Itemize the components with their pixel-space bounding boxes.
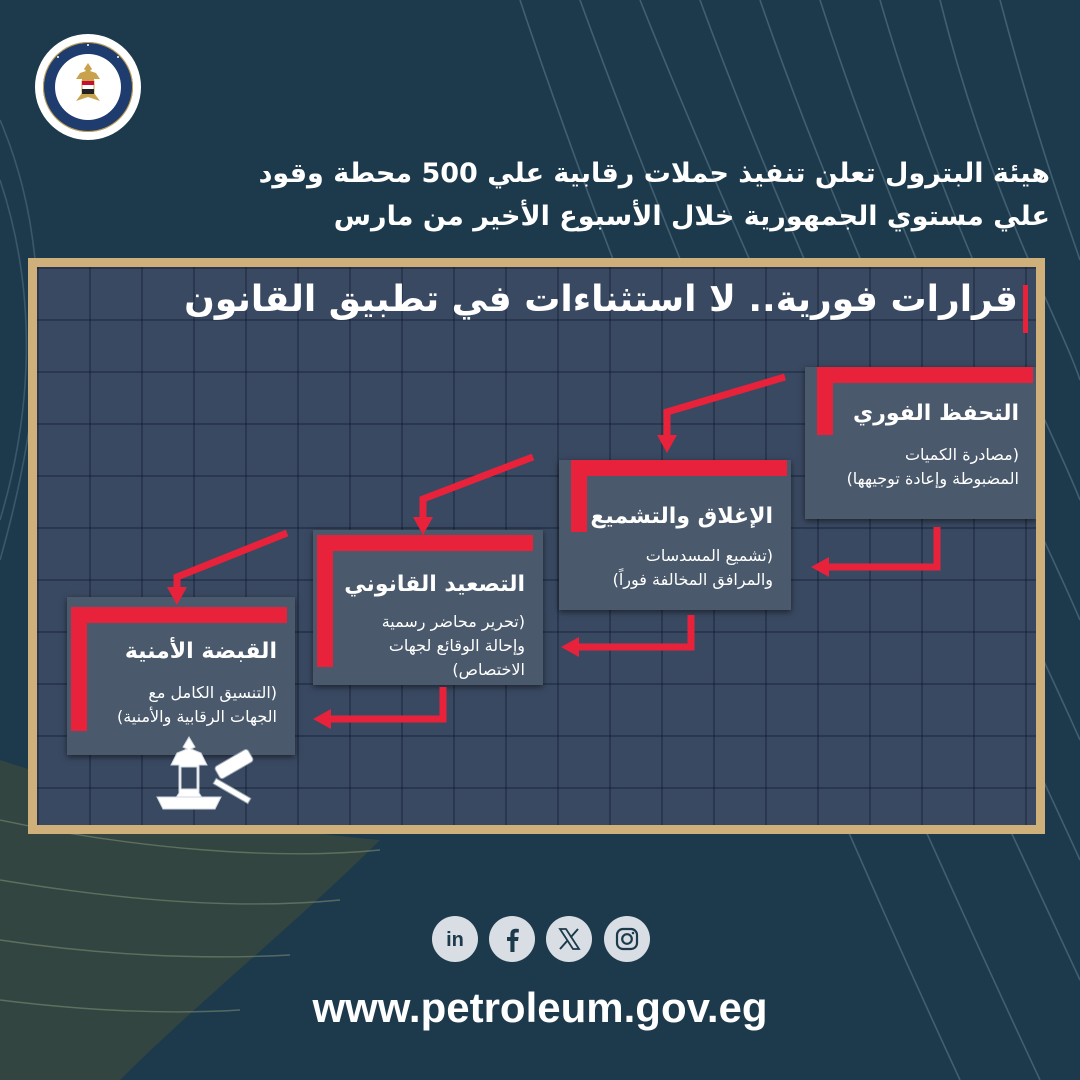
arrow-down-1 [667, 377, 785, 437]
step-3-desc-line: وإحالة الوقائع لجهات [388, 636, 525, 655]
facebook-icon [489, 916, 535, 962]
box-3-red-bar [317, 535, 533, 551]
box-3-red-side [317, 535, 333, 667]
arrow-head-left-2 [561, 637, 579, 657]
box-1-red-bar [817, 367, 1033, 383]
facebook-button[interactable] [489, 916, 535, 962]
linkedin-icon [432, 916, 478, 962]
infographic-frame [28, 258, 1045, 834]
arrow-down-3 [177, 533, 287, 589]
arrow-left-1 [827, 527, 937, 567]
arrow-head-down-1 [657, 435, 677, 453]
step-3-desc-line: الاختصاص) [452, 660, 525, 679]
instagram-icon [604, 916, 650, 962]
box-4-red-side [71, 607, 87, 731]
x-icon [546, 916, 592, 962]
step-2-desc-line: (تشميع المسدسات [645, 546, 773, 565]
headline [258, 152, 1050, 238]
website-url[interactable]: www.petroleum.gov.eg [312, 984, 768, 1031]
step-4-desc-line: (التنسيق الكامل مع [148, 683, 277, 702]
box-2-red-side [571, 460, 587, 532]
arrow-left-2 [577, 615, 691, 647]
step-1-desc-line: (مصادرة الكميات [904, 445, 1019, 464]
arrow-down-2 [423, 457, 533, 519]
box-4-red-bar [71, 607, 287, 623]
box-1-red-side [817, 367, 833, 435]
arrow-head-down-3 [167, 587, 187, 605]
arrow-left-3 [329, 687, 443, 719]
step-2-desc-line: والمرافق المخالفة فوراً) [612, 570, 773, 589]
svg-text:in: in [446, 929, 464, 951]
linkedin-button[interactable] [432, 916, 478, 962]
instagram-button[interactable] [604, 916, 650, 962]
step-3-desc-line: (تحرير محاضر رسمية [381, 612, 525, 631]
headline-line-2: علي مستوي الجمهورية خلال الأسبوع الأخير من مارس [333, 201, 1050, 232]
step-1-title: التحفظ الفوري [853, 401, 1019, 426]
x-button[interactable] [546, 916, 592, 962]
arrow-head-down-2 [413, 517, 433, 535]
infographic [37, 267, 1036, 825]
flow-connectors [37, 267, 1036, 825]
eagle-gavel-illustration [157, 737, 254, 809]
step-2-title: الإغلاق والتشميع [590, 504, 773, 529]
box-2-red-bar [571, 460, 787, 476]
step-3-title: التصعيد القانوني [344, 572, 525, 597]
step-1-desc-line: المضبوطة وإعادة توجيهها) [846, 469, 1019, 488]
infographic-title: قرارات فورية.. لا استثناءات في تطبيق القانون [184, 279, 1018, 320]
step-4-title: القبضة الأمنية [124, 639, 277, 664]
arrow-head-left-1 [811, 557, 829, 577]
arrow-head-left-3 [313, 709, 331, 729]
ministry-logo [34, 33, 142, 141]
headline-line-1: هيئة البترول تعلن تنفيذ حملات رقابية علي 500 محطة وقود [258, 158, 1050, 189]
step-4-desc-line: الجهات الرقابية والأمنية) [116, 707, 277, 726]
